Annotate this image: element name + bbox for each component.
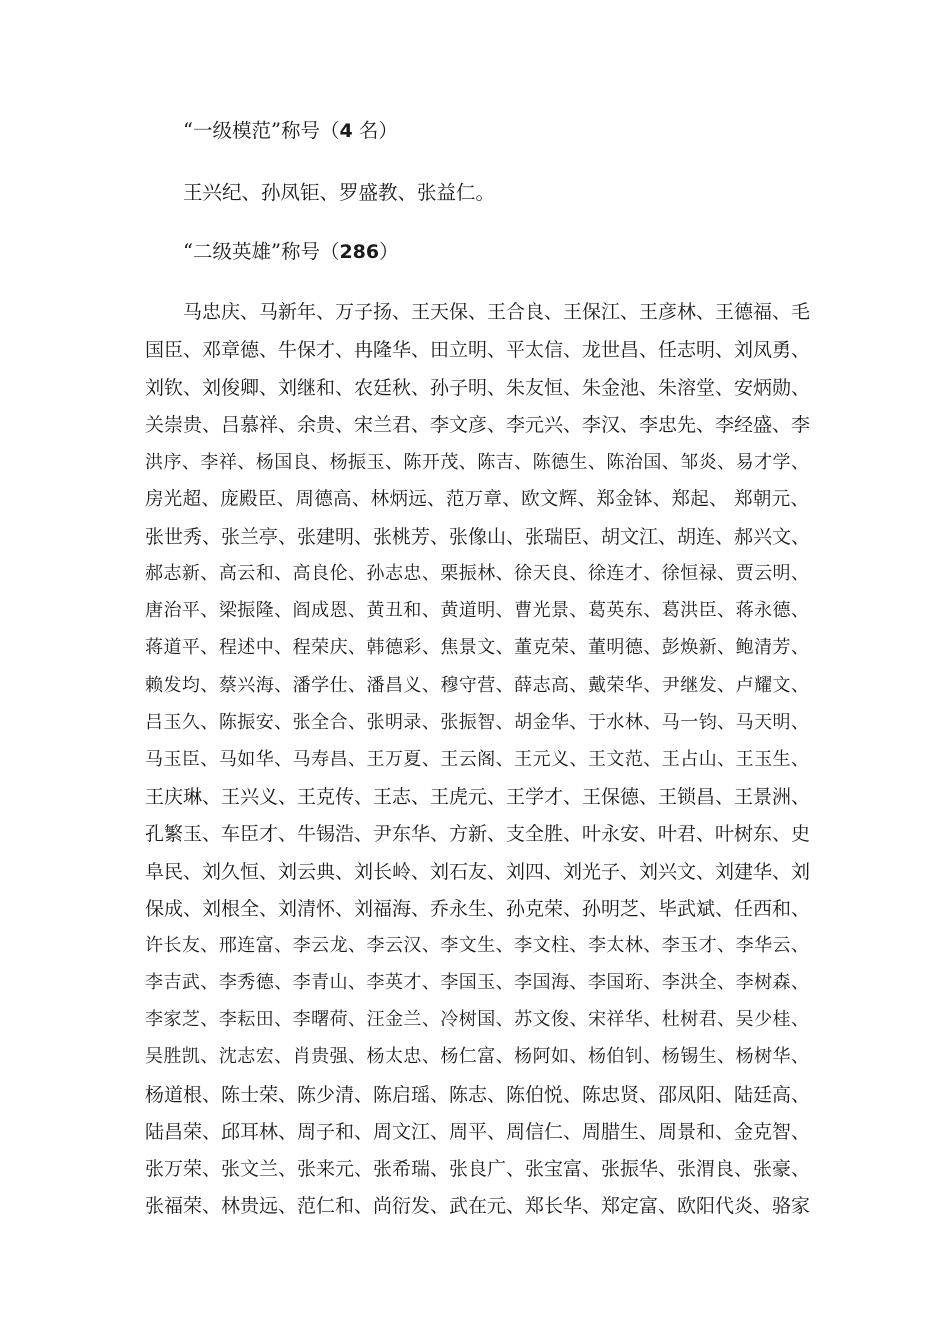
name-line: 保成、刘根全、刘清怀、刘福海、乔永生、孙克荣、孙明芝、毕武斌、任西和、	[145, 898, 811, 920]
name-line: 孔繁玉、车臣才、牛锡浩、尹东华、方新、支全胜、叶永安、叶君、叶树东、史	[145, 823, 811, 845]
first-class-model-names: 王兴纪、孙凤钜、罗盛教、张益仁。	[183, 181, 496, 204]
name-line: 赖发均、蔡兴海、潘学仕、潘昌义、穆守营、薛志高、戴荣华、尹继发、卢耀文、	[145, 675, 809, 696]
name-line: 王庆琳、王兴义、王克传、王志、王虎元、王学才、王保德、王锁昌、王景洲、	[145, 786, 811, 808]
name-line: 关崇贵、吕慕祥、余贵、宋兰君、李文彦、李元兴、李汉、李忠先、李经盛、李	[145, 414, 811, 436]
name-line: 唐治平、梁振隆、阎成恩、黄丑和、黄道明、曹光景、葛英东、葛洪臣、蒋永德、	[145, 600, 809, 621]
name-line: 蒋道平、程述中、程荣庆、韩德彩、焦景文、董克荣、董明德、彭焕新、鲍清芳、	[145, 637, 809, 658]
name-line: 吕玉久、陈振安、张全合、张明录、张振智、胡金华、于水林、马一钧、马天明、	[145, 712, 809, 733]
name-line: 马玉臣、马如华、马寿昌、王万夏、王云阁、王元义、王文范、王占山、王玉生、	[145, 749, 809, 770]
name-line: 阜民、刘久恒、刘云典、刘长岭、刘石友、刘四、刘光子、刘兴文、刘建华、刘	[145, 861, 811, 883]
name-line: 房光超、庞殿臣、周德高、林炳远、范万章、欧文辉、郑金钵、郑起、 郑朝元、	[145, 489, 809, 510]
section-heading-first-class-model	[183, 117, 398, 145]
name-line: 张福荣、林贵远、范仁和、尚衍发、武在元、郑长华、郑定富、欧阳代炎、骆家	[145, 1195, 811, 1217]
name-line: 李家芝、李耘田、李曙荷、汪金兰、冷树国、苏文俊、宋祥华、杜树君、吴少桂、	[145, 1009, 809, 1030]
heading-count: 4	[339, 120, 353, 142]
name-line: 吴胜凯、沈志宏、肖贵强、杨太忠、杨仁富、杨阿如、杨伯钊、杨锡生、杨树华、	[145, 1046, 809, 1067]
name-line: 许长友、邢连富、李云龙、李云汉、李文生、李文柱、李太林、李玉才、李华云、	[145, 935, 809, 956]
heading-suffix: ）	[379, 240, 399, 263]
name-line: 刘钦、刘俊卿、刘继和、农廷秋、孙子明、朱友恒、朱金池、朱溶堂、安炳勋、	[145, 377, 811, 399]
name-line: 杨道根、陈士荣、陈少清、陈启瑶、陈志、陈伯悦、陈忠贤、邵凤阳、陆廷高、	[145, 1084, 811, 1106]
section-heading-second-class-hero	[183, 238, 399, 266]
name-line: 郝志新、高云和、高良伦、孙志忠、栗振林、徐天良、徐连才、徐恒禄、贾云明、	[145, 563, 809, 584]
name-line: 张万荣、张文兰、张来元、张希瑞、张良广、张宝富、张振华、张渭良、张豪、	[145, 1158, 811, 1180]
heading-suffix: 名）	[352, 119, 398, 142]
name-line: 李吉武、李秀德、李青山、李英才、李国玉、李国海、李国珩、李洪全、李树森、	[145, 972, 809, 993]
heading-text: “一级模范”称号（	[183, 119, 340, 142]
heading-count: 286	[339, 241, 380, 263]
name-line: 国臣、邓章德、牛保才、冉隆华、田立明、平太信、龙世昌、任志明、刘凤勇、	[145, 339, 811, 361]
name-line: 陆昌荣、邱耳林、周子和、周文江、周平、周信仁、周腊生、周景和、金克智、	[145, 1121, 811, 1143]
name-line: 洪序、李祥、杨国良、杨振玉、陈开茂、陈吉、陈德生、陈治国、邹炎、易才学、	[145, 452, 809, 473]
name-line: 张世秀、张兰亭、张建明、张桃芳、张像山、张瑞臣、胡文江、胡连、郝兴文、	[145, 526, 811, 548]
name-line: 马忠庆、马新年、万子扬、王天保、王合良、王保江、王彦林、王德福、毛	[183, 301, 811, 323]
heading-text: “二级英雄”称号（	[183, 240, 340, 263]
